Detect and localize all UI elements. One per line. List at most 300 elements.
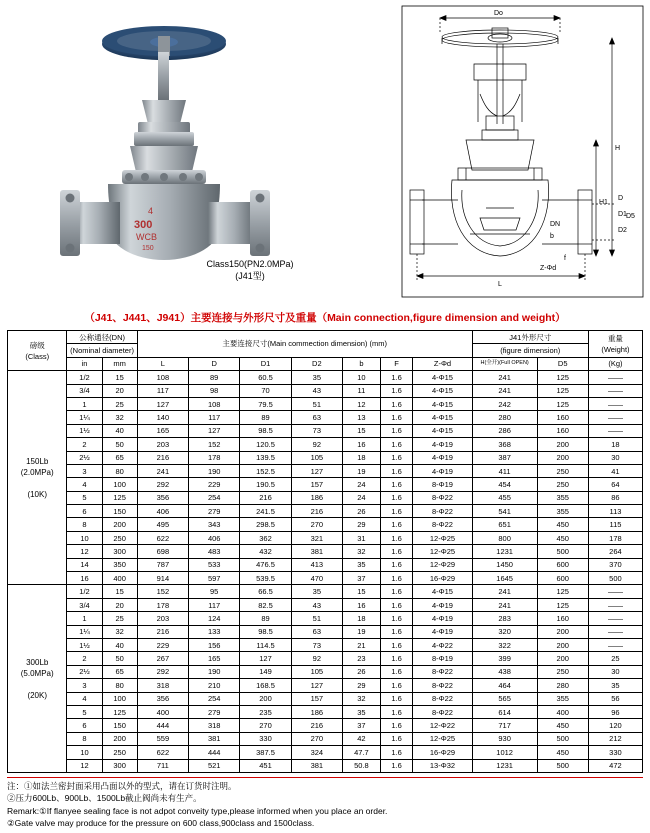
class-group-line: (10K) xyxy=(27,489,47,499)
table-cell: 292 xyxy=(137,665,188,678)
header-in: in xyxy=(67,357,102,370)
table-row xyxy=(8,558,643,571)
table-cell: 92 xyxy=(291,652,342,665)
table-cell: 264 xyxy=(588,545,642,558)
figure-caption-line1: Class150(PN2.0MPa) xyxy=(206,259,294,269)
label-zd: Z-Φd xyxy=(540,265,557,272)
table-cell: 1.6 xyxy=(380,746,412,759)
valve-photo xyxy=(30,6,330,296)
table-cell: 98.5 xyxy=(240,424,291,437)
table-cell: 40 xyxy=(102,638,137,651)
table-cell: 200 xyxy=(240,692,291,705)
table-cell: 318 xyxy=(189,719,240,732)
table-cell: 280 xyxy=(537,679,588,692)
table-cell: 355 xyxy=(537,491,588,504)
table-cell: 1.6 xyxy=(380,558,412,571)
table-cell: 381 xyxy=(291,545,342,558)
table-cell: 50 xyxy=(102,438,137,451)
table-cell: 2½ xyxy=(67,451,102,464)
table-cell: 65 xyxy=(102,665,137,678)
table-cell: 330 xyxy=(588,746,642,759)
table-cell: 250 xyxy=(537,665,588,678)
table-cell: 343 xyxy=(189,518,240,531)
table-cell: 42 xyxy=(343,732,381,745)
table-cell: 914 xyxy=(137,572,188,585)
table-cell: 32 xyxy=(343,545,381,558)
table-cell: —— xyxy=(588,411,642,424)
table-cell: 4-Φ15 xyxy=(413,371,472,384)
table-cell: 381 xyxy=(189,732,240,745)
table-cell: 300 xyxy=(102,545,137,558)
table-cell: 4-Φ19 xyxy=(413,598,472,611)
table-cell: 1½ xyxy=(67,424,102,437)
table-cell: 186 xyxy=(291,705,342,718)
table-cell: 229 xyxy=(189,478,240,491)
table-row xyxy=(8,679,643,692)
table-cell: 1.6 xyxy=(380,531,412,544)
header-b: b xyxy=(343,357,381,370)
table-cell: 115 xyxy=(588,518,642,531)
table-cell: 444 xyxy=(189,746,240,759)
header-weight-en: (Weight) xyxy=(601,344,630,354)
table-cell: 203 xyxy=(137,612,188,625)
table-cell: 26 xyxy=(343,665,381,678)
table-cell: 1.6 xyxy=(380,384,412,397)
table-cell: 4-Φ19 xyxy=(413,612,472,625)
table-cell: 298.5 xyxy=(240,518,291,531)
table-cell: 82.5 xyxy=(240,598,291,611)
table-cell: 18 xyxy=(343,612,381,625)
header-D2: D2 xyxy=(291,357,342,370)
table-cell: 711 xyxy=(137,759,188,772)
table-cell: 31 xyxy=(343,531,381,544)
table-cell: 4 xyxy=(67,692,102,705)
table-cell: 454 xyxy=(472,478,537,491)
table-cell: 37 xyxy=(343,572,381,585)
table-row xyxy=(8,424,643,437)
table-cell: 241 xyxy=(472,598,537,611)
header-class-en: (Class) xyxy=(25,351,50,361)
table-row xyxy=(8,518,643,531)
table-cell: 127 xyxy=(291,679,342,692)
table-cell: 120 xyxy=(588,719,642,732)
table-cell: 41 xyxy=(588,464,642,477)
class-group-cell xyxy=(8,371,67,585)
table-cell: 15 xyxy=(102,371,137,384)
table-cell: 13 xyxy=(343,411,381,424)
table-cell: 35 xyxy=(343,705,381,718)
table-cell: 444 xyxy=(137,719,188,732)
class-group-line: (5.0MPa) xyxy=(20,668,54,678)
table-cell: 139.5 xyxy=(240,451,291,464)
table-cell: 267 xyxy=(137,652,188,665)
table-cell: 500 xyxy=(537,759,588,772)
table-cell: 50 xyxy=(102,652,137,665)
table-cell: 450 xyxy=(537,531,588,544)
table-cell: 279 xyxy=(189,505,240,518)
table-cell: 387 xyxy=(472,451,537,464)
table-cell: 216 xyxy=(137,451,188,464)
table-cell: 18 xyxy=(343,451,381,464)
cast-mark-size: 4 xyxy=(148,206,154,216)
table-cell: 16 xyxy=(67,572,102,585)
table-cell: 73 xyxy=(291,638,342,651)
table-cell: 438 xyxy=(472,665,537,678)
header-weight xyxy=(588,331,642,358)
table-cell: 3 xyxy=(67,679,102,692)
table-cell: 89 xyxy=(240,612,291,625)
label-l: L xyxy=(498,281,502,288)
table-cell: 12-Φ25 xyxy=(413,545,472,558)
table-cell: 6 xyxy=(67,719,102,732)
table-cell: 8-Φ22 xyxy=(413,705,472,718)
table-header-row-3 xyxy=(8,357,643,370)
table-cell: 1.6 xyxy=(380,572,412,585)
table-cell: 451 xyxy=(240,759,291,772)
valve-line-drawing xyxy=(400,4,645,299)
table-cell: 1.6 xyxy=(380,464,412,477)
table-row xyxy=(8,464,643,477)
header-main-dims: 主要连接尺寸(Main commection dimension) (mm) xyxy=(137,331,472,358)
table-cell: 500 xyxy=(537,545,588,558)
table-cell: 63 xyxy=(291,411,342,424)
table-cell: 286 xyxy=(472,424,537,437)
table-cell: 25 xyxy=(102,397,137,410)
table-cell: 350 xyxy=(102,558,137,571)
table-row xyxy=(8,384,643,397)
table-cell: 80 xyxy=(102,679,137,692)
note-line-2: ②压力600Lb、900Lb、1500Lb截止阀尚未有生产。 xyxy=(7,793,202,804)
table-cell: 98.5 xyxy=(240,625,291,638)
header-class-cn: 磅级 xyxy=(29,340,45,350)
table-cell: 533 xyxy=(189,558,240,571)
table-cell: 1¼ xyxy=(67,625,102,638)
table-cell: 200 xyxy=(102,732,137,745)
table-cell: 190.5 xyxy=(240,478,291,491)
table-cell: 117 xyxy=(137,384,188,397)
table-cell: 698 xyxy=(137,545,188,558)
table-cell: 4-Φ19 xyxy=(413,625,472,638)
table-cell: 190 xyxy=(189,464,240,477)
table-cell: 43 xyxy=(291,384,342,397)
table-cell: 8 xyxy=(67,732,102,745)
table-cell: 125 xyxy=(537,384,588,397)
table-cell: 12-Φ25 xyxy=(413,531,472,544)
table-cell: 4-Φ19 xyxy=(413,438,472,451)
table-cell: 3/4 xyxy=(67,598,102,611)
table-cell: 464 xyxy=(472,679,537,692)
table-cell: 21 xyxy=(343,638,381,651)
table-cell: 355 xyxy=(537,692,588,705)
table-cell: 597 xyxy=(189,572,240,585)
table-cell: 152 xyxy=(189,438,240,451)
table-cell: 483 xyxy=(189,545,240,558)
table-cell: 124 xyxy=(189,612,240,625)
table-cell: 242 xyxy=(472,397,537,410)
table-cell: 292 xyxy=(137,478,188,491)
table-cell: 283 xyxy=(472,612,537,625)
table-cell: 16-Φ29 xyxy=(413,572,472,585)
table-cell: 4-Φ15 xyxy=(413,424,472,437)
table-cell: 125 xyxy=(102,705,137,718)
table-row xyxy=(8,451,643,464)
table-cell: 1.6 xyxy=(380,612,412,625)
table-cell: 117 xyxy=(189,411,240,424)
table-cell: —— xyxy=(588,424,642,437)
header-mm: mm xyxy=(102,357,137,370)
table-cell: 12-Φ25 xyxy=(413,732,472,745)
table-cell: —— xyxy=(588,612,642,625)
table-cell: 250 xyxy=(537,464,588,477)
table-cell: 4-Φ15 xyxy=(413,397,472,410)
table-cell: 406 xyxy=(189,531,240,544)
section-title: （J41、J441、J941）主要连接与外形尺寸及重量（Main connection,figure dimension and weight） xyxy=(84,312,566,324)
table-cell: 157 xyxy=(291,478,342,491)
note-line-1: 注：①如法兰密封面采用凸面以外的型式，请在订货时注明。 xyxy=(7,780,237,791)
label-d1: D1 xyxy=(618,211,627,218)
notes-divider xyxy=(7,777,643,778)
class-group-line: 150Lb xyxy=(26,456,49,466)
table-cell: 24 xyxy=(343,478,381,491)
table-cell: 127 xyxy=(291,464,342,477)
table-cell: 930 xyxy=(472,732,537,745)
table-cell: 19 xyxy=(343,464,381,477)
table-cell: 539.5 xyxy=(240,572,291,585)
table-cell: 399 xyxy=(472,652,537,665)
table-row xyxy=(8,585,643,598)
label-h: H xyxy=(615,145,621,152)
table-cell: 600 xyxy=(537,572,588,585)
cast-mark-extra: 150 xyxy=(142,245,154,252)
table-cell: 105 xyxy=(291,451,342,464)
header-class xyxy=(8,331,67,371)
table-cell: 11 xyxy=(343,384,381,397)
table-cell: 43 xyxy=(291,598,342,611)
table-cell: 8-Φ19 xyxy=(413,478,472,491)
table-row xyxy=(8,665,643,678)
table-cell: 105 xyxy=(291,665,342,678)
table-cell: 150 xyxy=(102,505,137,518)
class-group-line xyxy=(8,478,66,489)
table-cell: 1645 xyxy=(472,572,537,585)
table-cell: 63 xyxy=(291,625,342,638)
label-h1: H1 xyxy=(599,199,608,206)
table-cell: —— xyxy=(588,384,642,397)
table-cell: 178 xyxy=(137,598,188,611)
label-do: Do xyxy=(494,10,503,17)
table-row xyxy=(8,692,643,705)
table-cell: 1.6 xyxy=(380,705,412,718)
table-cell: 29 xyxy=(343,518,381,531)
table-cell: 186 xyxy=(291,491,342,504)
table-row xyxy=(8,759,643,772)
table-cell: 216 xyxy=(137,625,188,638)
table-row xyxy=(8,572,643,585)
table-cell: 96 xyxy=(588,705,642,718)
table-cell: 356 xyxy=(137,491,188,504)
label-b: b xyxy=(550,233,554,240)
table-cell: —— xyxy=(588,598,642,611)
table-cell: 370 xyxy=(588,558,642,571)
table-cell: 1.6 xyxy=(380,692,412,705)
table-cell: 10 xyxy=(343,371,381,384)
table-row xyxy=(8,746,643,759)
note-line-4: ②Gate valve may produce for the pressure on 600 class,900class and 1500class. xyxy=(7,818,315,829)
table-cell: 18 xyxy=(588,438,642,451)
table-cell: 6 xyxy=(67,505,102,518)
table-cell: 152 xyxy=(137,585,188,598)
table-cell: 32 xyxy=(102,625,137,638)
table-cell: 541 xyxy=(472,505,537,518)
table-cell: 8-Φ19 xyxy=(413,652,472,665)
table-cell: 235 xyxy=(240,705,291,718)
table-cell: 500 xyxy=(588,572,642,585)
table-cell: 51 xyxy=(291,397,342,410)
table-cell: 270 xyxy=(291,732,342,745)
note-line-3: Remark:①If flanyee sealing face is not adpot conveity type,please informed when you place an order. xyxy=(7,805,388,816)
table-cell: 279 xyxy=(189,705,240,718)
table-cell: 26 xyxy=(343,505,381,518)
table-cell: 4-Φ22 xyxy=(413,638,472,651)
table-cell: 1/2 xyxy=(67,371,102,384)
table-cell: —— xyxy=(588,625,642,638)
table-cell: 2½ xyxy=(67,665,102,678)
table-cell: 95 xyxy=(189,585,240,598)
table-row xyxy=(8,638,643,651)
table-cell: 47.7 xyxy=(343,746,381,759)
table-cell: 203 xyxy=(137,438,188,451)
table-cell: 149 xyxy=(240,665,291,678)
table-cell: 651 xyxy=(472,518,537,531)
table-row xyxy=(8,478,643,491)
table-cell: 1.6 xyxy=(380,585,412,598)
table-cell: 250 xyxy=(537,478,588,491)
table-cell: 200 xyxy=(537,451,588,464)
table-cell: 4-Φ19 xyxy=(413,451,472,464)
spec-table-body xyxy=(8,371,643,773)
table-cell: 12 xyxy=(67,545,102,558)
table-row xyxy=(8,505,643,518)
class-group-line: 300Lb xyxy=(26,657,49,667)
table-cell: 12-Φ22 xyxy=(413,719,472,732)
header-weight-cn: 重量 xyxy=(607,333,623,343)
table-cell: 1.6 xyxy=(380,397,412,410)
header-H: H(全开)(Full OPEN) xyxy=(472,357,537,370)
table-cell: 1.6 xyxy=(380,505,412,518)
table-cell: 411 xyxy=(472,464,537,477)
table-cell: 73 xyxy=(291,424,342,437)
table-cell: 387.5 xyxy=(240,746,291,759)
table-cell: 12 xyxy=(343,397,381,410)
table-cell: 356 xyxy=(137,692,188,705)
table-cell: 64 xyxy=(588,478,642,491)
table-cell: 8-Φ22 xyxy=(413,518,472,531)
table-cell: 157 xyxy=(291,692,342,705)
table-cell: 4-Φ19 xyxy=(413,464,472,477)
figure-caption xyxy=(150,258,350,282)
table-cell: 1.6 xyxy=(380,491,412,504)
table-row xyxy=(8,411,643,424)
table-cell: 622 xyxy=(137,531,188,544)
table-cell: 156 xyxy=(189,638,240,651)
table-cell: 70 xyxy=(240,384,291,397)
cast-mark-material: WCB xyxy=(136,232,157,242)
table-cell: 521 xyxy=(189,759,240,772)
table-cell: 270 xyxy=(291,518,342,531)
table-cell: 270 xyxy=(240,719,291,732)
table-cell: 4 xyxy=(67,478,102,491)
table-cell: 65 xyxy=(102,451,137,464)
label-d2: D2 xyxy=(618,227,627,234)
table-row xyxy=(8,705,643,718)
table-cell: 133 xyxy=(189,625,240,638)
table-cell: 1.6 xyxy=(380,652,412,665)
table-cell: 25 xyxy=(588,652,642,665)
table-cell: 8-Φ22 xyxy=(413,665,472,678)
table-cell: 168.5 xyxy=(240,679,291,692)
table-cell: 413 xyxy=(291,558,342,571)
table-cell: 60.5 xyxy=(240,371,291,384)
table-cell: 1 xyxy=(67,397,102,410)
table-cell: 470 xyxy=(291,572,342,585)
class-group-line: (2.0MPa) xyxy=(20,467,54,477)
table-row xyxy=(8,491,643,504)
table-cell: 30 xyxy=(588,665,642,678)
table-cell: 152.5 xyxy=(240,464,291,477)
table-cell: 212 xyxy=(588,732,642,745)
table-cell: 10 xyxy=(67,746,102,759)
header-weight-kg: (Kg) xyxy=(588,357,642,370)
table-cell: 125 xyxy=(102,491,137,504)
table-cell: —— xyxy=(588,585,642,598)
table-cell: 559 xyxy=(137,732,188,745)
table-cell: 40 xyxy=(102,424,137,437)
table-cell: 254 xyxy=(189,692,240,705)
table-cell: 1.6 xyxy=(380,438,412,451)
table-cell: 100 xyxy=(102,478,137,491)
table-cell: 216 xyxy=(240,491,291,504)
table-cell: 114.5 xyxy=(240,638,291,651)
table-cell: 280 xyxy=(472,411,537,424)
table-cell: 2 xyxy=(67,652,102,665)
table-cell: 24 xyxy=(343,491,381,504)
table-cell: 29 xyxy=(343,679,381,692)
table-cell: 150 xyxy=(102,719,137,732)
table-cell: 30 xyxy=(588,451,642,464)
table-cell: 20 xyxy=(102,598,137,611)
table-cell: 216 xyxy=(291,505,342,518)
table-cell: 108 xyxy=(189,397,240,410)
header-F: F xyxy=(380,357,412,370)
table-cell: 321 xyxy=(291,531,342,544)
table-cell: 600 xyxy=(537,558,588,571)
table-cell: 35 xyxy=(588,679,642,692)
table-cell: 355 xyxy=(537,505,588,518)
table-cell: 89 xyxy=(189,371,240,384)
table-cell: 66.5 xyxy=(240,585,291,598)
table-row xyxy=(8,371,643,384)
table-cell: 13-Φ32 xyxy=(413,759,472,772)
table-cell: 56 xyxy=(588,692,642,705)
table-cell: 125 xyxy=(537,598,588,611)
table-cell: 216 xyxy=(291,719,342,732)
table-cell: 717 xyxy=(472,719,537,732)
table-cell: 100 xyxy=(102,692,137,705)
table-cell: 140 xyxy=(137,411,188,424)
class-group-cell xyxy=(8,585,67,772)
table-cell: 15 xyxy=(343,585,381,598)
table-cell: 127 xyxy=(189,424,240,437)
